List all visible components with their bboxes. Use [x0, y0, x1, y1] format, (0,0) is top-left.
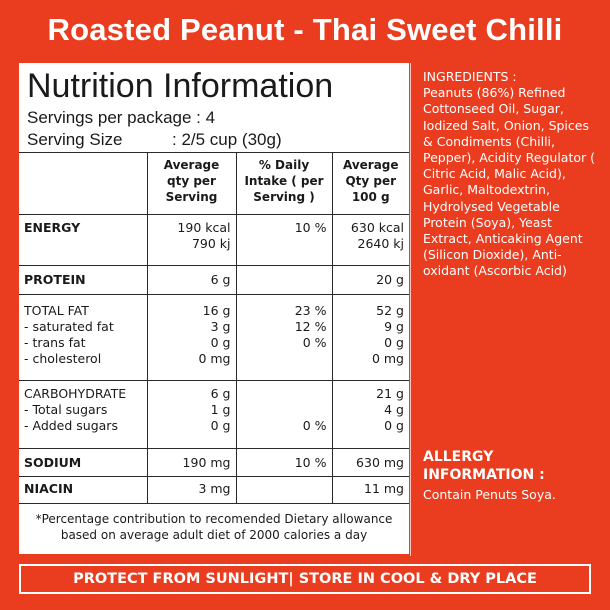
serving-size-value: : 2/5 cup (30g) [172, 130, 282, 149]
product-title: Roasted Peanut - Thai Sweet Chilli [47, 12, 563, 47]
table-row [19, 295, 409, 381]
per-serving-value: 16 g 3 g 0 g 0 mg [147, 295, 236, 381]
col-header-per-100g: Average Qty per 100 g [332, 153, 409, 215]
daily-intake-value [236, 477, 332, 504]
serving-size-label: Serving Size [27, 130, 123, 149]
nutrition-panel [19, 63, 409, 554]
ingredients-text: Peanuts (86%) Refined Cottonseed Oil, Sugar, Iodized Salt, Onion, Spices & Condiments (Chilli, Pepper), Acidity Regulator ( Citric Acid, Malic Acid), Garlic, Maltodextrin, Hydrolysed Vegetable Protein (Soya), Yeast Extract, Anticaking Agent (Silicon Dioxide), Anti-oxidant (Ascorbic Acid) [423, 85, 596, 279]
daily-intake-value: 10 % [236, 215, 332, 266]
per-serving-value: 190 mg [147, 449, 236, 477]
daily-intake-value [236, 266, 332, 295]
allergy-block [423, 448, 603, 503]
col-header-per-serving: Average qty per Serving [147, 153, 236, 215]
per-serving-value: 190 kcal 790 kj [147, 215, 236, 266]
col-header-daily-intake: % Daily Intake ( per Serving ) [236, 153, 332, 215]
row-label-fat: TOTAL FAT - saturated fat - trans fat - cholesterol [19, 295, 147, 381]
table-row [19, 449, 409, 477]
servings-per-package: Servings per package : 4 [27, 108, 216, 127]
table-row [19, 381, 409, 449]
row-label: ENERGY [19, 215, 147, 266]
allergy-text: Contain Penuts Soya. [423, 487, 556, 502]
storage-banner: PROTECT FROM SUNLIGHT| STORE IN COOL & DRY PLACE [19, 564, 591, 594]
row-label-carb: CARBOHYDRATE - Total sugars - Added sugars [19, 381, 147, 449]
per-100g-value: 11 mg [332, 477, 409, 504]
allergy-heading: ALLERGY INFORMATION : [423, 449, 545, 483]
per-100g-value: 52 g 9 g 0 g 0 mg [332, 295, 409, 381]
nutrition-table [19, 152, 409, 504]
daily-intake-value: 10 % [236, 449, 332, 477]
table-row [19, 477, 409, 504]
row-label: SODIUM [19, 449, 147, 477]
per-100g-value: 630 kcal 2640 kj [332, 215, 409, 266]
per-100g-value: 21 g 4 g 0 g [332, 381, 409, 449]
row-label: PROTEIN [19, 266, 147, 295]
per-serving-value: 6 g [147, 266, 236, 295]
column-divider [410, 63, 411, 556]
ingredients-heading: INGREDIENTS : [423, 69, 517, 84]
ingredients-block [416, 63, 606, 280]
rda-footnote: *Percentage contribution to recomended Dietary allowance based on average adult diet of 2000 calories a day [35, 512, 393, 542]
daily-intake-value: 0 % [236, 381, 332, 449]
per-serving-value: 6 g 1 g 0 g [147, 381, 236, 449]
per-100g-value: 20 g [332, 266, 409, 295]
nutrition-heading: Nutrition Information [27, 67, 334, 105]
per-serving-value: 3 mg [147, 477, 236, 504]
row-label: NIACIN [19, 477, 147, 504]
daily-intake-value: 23 % 12 % 0 % [236, 295, 332, 381]
serving-size [27, 130, 407, 150]
table-row [19, 266, 409, 295]
per-100g-value: 630 mg [332, 449, 409, 477]
table-header-row [19, 153, 409, 215]
table-row [19, 215, 409, 266]
header-empty-cell [19, 153, 147, 215]
